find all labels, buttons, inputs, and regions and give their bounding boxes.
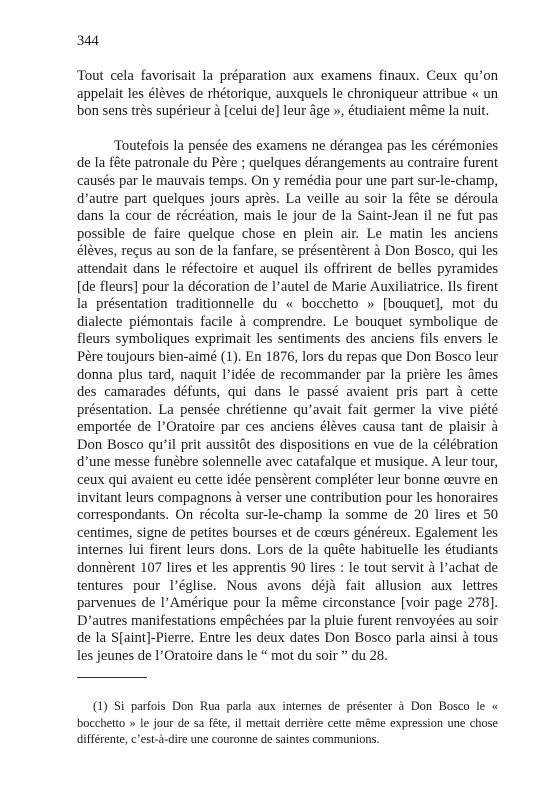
page-number: 344: [77, 33, 99, 49]
paragraph-2: Toutefois la pensée des examens ne dérangea pas les cérémonies de la fête patronale du Père ; quelques dérangements au contraire furent causés par le mauvais temps. On y remédia pour une part sur-le-champ, d’autre part quelques jours après. La veille au soir la fête se déroula dans la cour de récréation, mais le jour de la Saint-Jean il ne fut pas possible de faire quelque chose en plein air. Le matin les anciens élèves, reçus au son de la fanfare, se présentèrent à Don Bosco, qui les attendait dans le réfectoire et auquel ils offrirent de belles pyramides [de fleurs] pour la décoration de l’autel de Marie Auxiliatrice. Ils firent la présentation traditionnelle du « bocchetto » [bouquet], mot du dialecte piémontais facile à comprendre. Le bouquet symbolique de fleurs symboliques exprimait les sentiments des anciens fils envers le Père toujours bien-aimé (1). En 1876, lors du repas que Don Bosco leur donna plus tard, naquit l’idée de recommander par la prière les âmes des camarades défunts, qui dans le passé avaient pris part à cette présentation. La pensée chrétienne qu’avait fait germer la vive piété emportée de l’Oratoire par ces anciens élèves causa tant de plaisir à Don Bosco qu’il prit aussitôt des dispositions en vue de la célébration d’une messe funèbre solennelle avec catafalque et musique. A leur tour, ceux qui avaient eu cette idée pensèrent compléter leur bonne œuvre en invitant leurs compagnons à verser une contribution pour les honoraires correspondants. On récolta sur-le-champ la somme de 20 lires et 50 centimes, signe de petites bourses et de cœurs généreux. Egalement les internes lui firent leurs dons. Lors de la quête habituelle les étudiants donnèrent 107 lires et les apprentis 90 lires : le tout servit à l’achat de tentures pour l’église. Nous avons déjà fait allusion aux lettres parvenues de l’Amérique pour la même circonstance [voir page 278]. D’autres manifestations empêchées par la pluie furent renvoyées au soir de la S[aint]-Pierre. Entre les deux dates Don Bosco parla ainsi à tous les jeunes de l’Oratoire dans le “ mot du soir ” du 28.: [77, 137, 498, 664]
body-text: [77, 68, 498, 666]
paragraph-1: Tout cela favorisait la préparation aux examens finaux. Ceux qu’on appelait les élèves de rhétorique, auxquels le chroniqueur attribue « un bon sens très supérieur à [celui de] leur âge », étudiaient même la nuit.: [77, 68, 498, 120]
footnote: (1) Si parfois Don Rua parla aux internes de présenter à Don Bosco le « bocchetto » le jour de sa fête, il mettait derrière cette même expression une chose différente, c’est-à-dire une couronne de saintes communions.: [77, 699, 498, 747]
footnote-separator: [77, 677, 147, 678]
